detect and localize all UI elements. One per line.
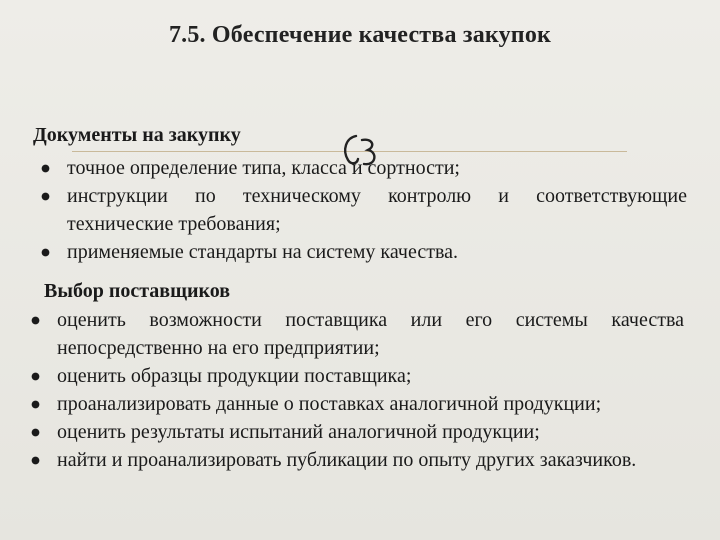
bullet-icon <box>41 164 50 173</box>
bullet-icon <box>31 316 40 325</box>
list-item <box>57 390 684 418</box>
list-item-text: проанализировать данные о поставках аналогичной продукции; <box>57 393 602 415</box>
list-item <box>57 446 684 474</box>
bullet-icon <box>41 248 50 257</box>
list-item <box>67 238 687 266</box>
bullet-icon <box>31 428 40 437</box>
documents-heading: Документы на закупку <box>33 124 241 146</box>
list-item <box>57 418 684 446</box>
list-item-text: оценить результаты испытаний аналогичной продукции; <box>57 421 540 443</box>
list-item-text: инструкции по техническому контролю и соответствующие технические требования; <box>67 185 687 235</box>
supplier-selection-heading: Выбор поставщиков <box>44 280 231 302</box>
list-item-text: оценить возможности поставщика или его системы качества непосредственно на его предприятии; <box>57 309 684 359</box>
slide-title: 7.5. Обеспечение качества закупок <box>168 22 552 48</box>
list-item-text: точное определение типа, класса и сортности; <box>67 157 460 179</box>
list-item <box>57 362 684 390</box>
bullet-icon <box>31 372 40 381</box>
documents-list <box>67 154 687 266</box>
bullet-icon <box>41 192 50 201</box>
list-item <box>57 306 684 362</box>
list-item <box>67 182 687 238</box>
list-item-text: оценить образцы продукции поставщика; <box>57 365 412 387</box>
list-item <box>67 154 687 182</box>
bullet-icon <box>31 456 40 465</box>
supplier-selection-list <box>57 306 684 474</box>
list-item-text: найти и проанализировать публикации по опыту других заказчиков. <box>57 449 637 471</box>
bullet-icon <box>31 400 40 409</box>
list-item-text: применяемые стандарты на систему качества. <box>67 241 459 263</box>
